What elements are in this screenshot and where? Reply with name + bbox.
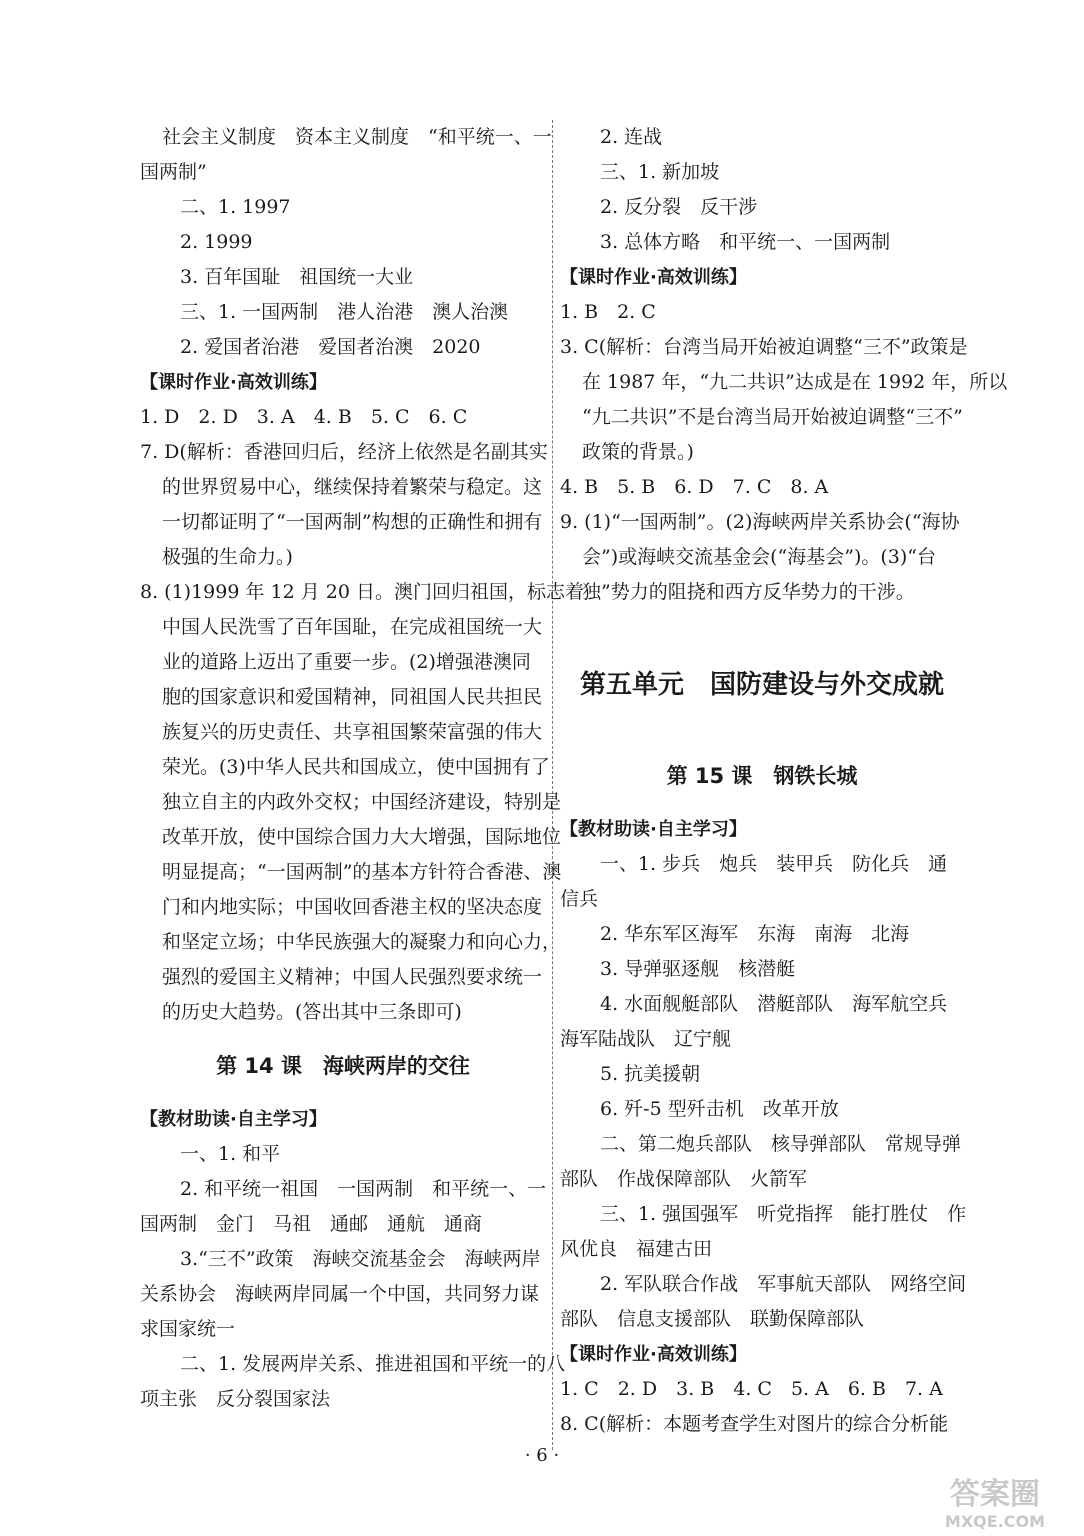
text-line: 二、1. 发展两岸关系、推进祖国和平统一的八 bbox=[180, 1353, 566, 1375]
text-line: 4. 水面舰艇部队 潜艇部队 海军航空兵 bbox=[600, 993, 948, 1015]
text-line: 强烈的爱国主义精神；中国人民强烈要求统一 bbox=[162, 966, 543, 988]
text-line: 三、1. 强国强军 听党指挥 能打胜仗 作 bbox=[600, 1203, 967, 1225]
watermark-logo bbox=[920, 1470, 1070, 1532]
text-line: 4. B 5. B 6. D 7. C 8. A bbox=[560, 476, 829, 498]
text-line: 1. B 2. C bbox=[560, 301, 656, 323]
text-line: 3. C(解析：台湾当局开始被迫调整“三不”政策是 bbox=[560, 336, 968, 358]
page-number: · 6 · bbox=[524, 1445, 560, 1466]
text-line: 的历史大趋势。(答出其中三条即可) bbox=[162, 1001, 462, 1023]
text-line: 一、1. 和平 bbox=[180, 1143, 281, 1165]
text-line: 独”势力的阻挠和西方反华势力的干涉。 bbox=[582, 581, 915, 603]
text-line: 三、1. 一国两制 港人治港 澳人治澳 bbox=[180, 301, 509, 323]
text-line: 海军陆战队 辽宁舰 bbox=[560, 1028, 732, 1050]
text-line: 一切都证明了“一国两制”构想的正确性和拥有 bbox=[162, 511, 543, 533]
text-line: 改革开放，使中国综合国力大大增强，国际地位 bbox=[162, 826, 562, 848]
right-column bbox=[560, 120, 1008, 1442]
text-line: 2. 和平统一祖国 一国两制 和平统一、一 bbox=[180, 1178, 547, 1200]
text-line: 独立自主的内政外交权；中国经济建设，特别是 bbox=[162, 791, 562, 813]
text-line: 政策的背景。) bbox=[582, 441, 694, 463]
text-line: 9. (1)“一国两制”。(2)海峡两岸关系协会(“海协 bbox=[560, 511, 960, 533]
text-line: 信兵 bbox=[560, 888, 599, 910]
text-line: 部队 作战保障部队 火箭军 bbox=[560, 1168, 808, 1190]
text-line: 2. 反分裂 反干涉 bbox=[600, 196, 758, 218]
text-line: 荣光。(3)中华人民共和国成立，使中国拥有了 bbox=[162, 756, 550, 778]
section-heading: 【课时作业·高效训练】 bbox=[560, 267, 747, 288]
text-line: 胞的国家意识和爱国精神，同祖国人民共担民 bbox=[162, 686, 543, 708]
text-line: 二、1. 1997 bbox=[180, 196, 291, 218]
text-line: 和坚定立场；中华民族强大的凝聚力和向心力， bbox=[162, 931, 562, 953]
section-heading: 【课时作业·高效训练】 bbox=[140, 372, 327, 393]
text-line: 1. D 2. D 3. A 4. B 5. C 6. C bbox=[140, 406, 468, 428]
section-heading: 【课时作业·高效训练】 bbox=[560, 1344, 747, 1365]
text-line: 业的道路上迈出了重要一步。(2)增强港澳同 bbox=[162, 651, 531, 673]
text-line: 8. (1)1999 年 12 月 20 日。澳门回归祖国，标志着 bbox=[140, 581, 584, 603]
watermark-main: 答案圈 bbox=[950, 1477, 1040, 1512]
watermark-sub: MXQE.COM bbox=[944, 1512, 1046, 1531]
text-line: 5. 抗美援朝 bbox=[600, 1063, 701, 1085]
text-line: 一、1. 步兵 炮兵 装甲兵 防化兵 通 bbox=[600, 853, 948, 875]
section-heading: 【教材助读·自主学习】 bbox=[140, 1109, 327, 1130]
text-line: 3. 百年国耻 祖国统一大业 bbox=[180, 266, 414, 288]
text-line: 族复兴的历史责任、共享祖国繁荣富强的伟大 bbox=[162, 721, 543, 743]
text-line: 国两制 金门 马祖 通邮 通航 通商 bbox=[140, 1213, 483, 1235]
text-line: 会”)或海峡交流基金会(“海基会”)。(3)“台 bbox=[582, 546, 937, 568]
text-line: 项主张 反分裂国家法 bbox=[140, 1388, 331, 1410]
lesson-title: 第 15 课 钢铁长城 bbox=[666, 764, 858, 788]
text-line: 1. C 2. D 3. B 4. C 5. A 6. B 7. A bbox=[560, 1378, 943, 1400]
text-line: 2. 军队联合作战 军事航天部队 网络空间 bbox=[600, 1273, 967, 1295]
text-line: 2. 华东军区海军 东海 南海 北海 bbox=[600, 923, 910, 945]
text-line: 中国人民洗雪了百年国耻，在完成祖国统一大 bbox=[162, 616, 543, 638]
text-line: 部队 信息支援部队 联勤保障部队 bbox=[560, 1308, 865, 1330]
text-line: 3. 导弹驱逐舰 核潜艇 bbox=[600, 958, 796, 980]
text-line: 3. 总体方略 和平统一、一国两制 bbox=[600, 231, 891, 253]
text-line: 求国家统一 bbox=[140, 1318, 236, 1340]
text-line: 2. 1999 bbox=[180, 231, 253, 253]
lesson-title: 第 14 课 海峡两岸的交往 bbox=[216, 1054, 470, 1078]
text-line: 关系协会 海峡两岸同属一个中国，共同努力谋 bbox=[140, 1283, 540, 1305]
text-line: 8. C(解析：本题考查学生对图片的综合分析能 bbox=[560, 1413, 949, 1435]
text-line: 社会主义制度 资本主义制度 “和平统一、一 bbox=[162, 126, 552, 148]
text-line: 国两制” bbox=[140, 161, 207, 183]
section-heading: 【教材助读·自主学习】 bbox=[560, 819, 747, 840]
text-line: 明显提高；“一国两制”的基本方针符合香港、澳 bbox=[162, 861, 562, 883]
text-line: 6. 歼-5 型歼击机 改革开放 bbox=[600, 1098, 839, 1120]
text-line: “九二共识”不是台湾当局开始被迫调整“三不” bbox=[582, 406, 963, 428]
text-line: 7. D(解析：香港回归后，经济上依然是名副其实 bbox=[140, 441, 548, 463]
text-line: 二、第二炮兵部队 核导弹部队 常规导弹 bbox=[600, 1133, 962, 1155]
unit-title: 第五单元 国防建设与外交成就 bbox=[579, 670, 944, 700]
text-line: 的世界贸易中心，继续保持着繁荣与稳定。这 bbox=[162, 476, 543, 498]
text-line: 2. 爱国者治港 爱国者治澳 2020 bbox=[180, 336, 481, 358]
text-line: 在 1987 年，“九二共识”达成是在 1992 年，所以 bbox=[582, 371, 1008, 393]
text-line: 风优良 福建古田 bbox=[560, 1238, 713, 1260]
text-line: 极强的生命力。) bbox=[162, 546, 293, 568]
text-line: 2. 连战 bbox=[600, 126, 663, 148]
text-line: 门和内地实际；中国收回香港主权的坚决态度 bbox=[162, 896, 543, 918]
text-line: 三、1. 新加坡 bbox=[600, 161, 720, 183]
text-line: 3.“三不”政策 海峡交流基金会 海峡两岸 bbox=[180, 1248, 541, 1270]
